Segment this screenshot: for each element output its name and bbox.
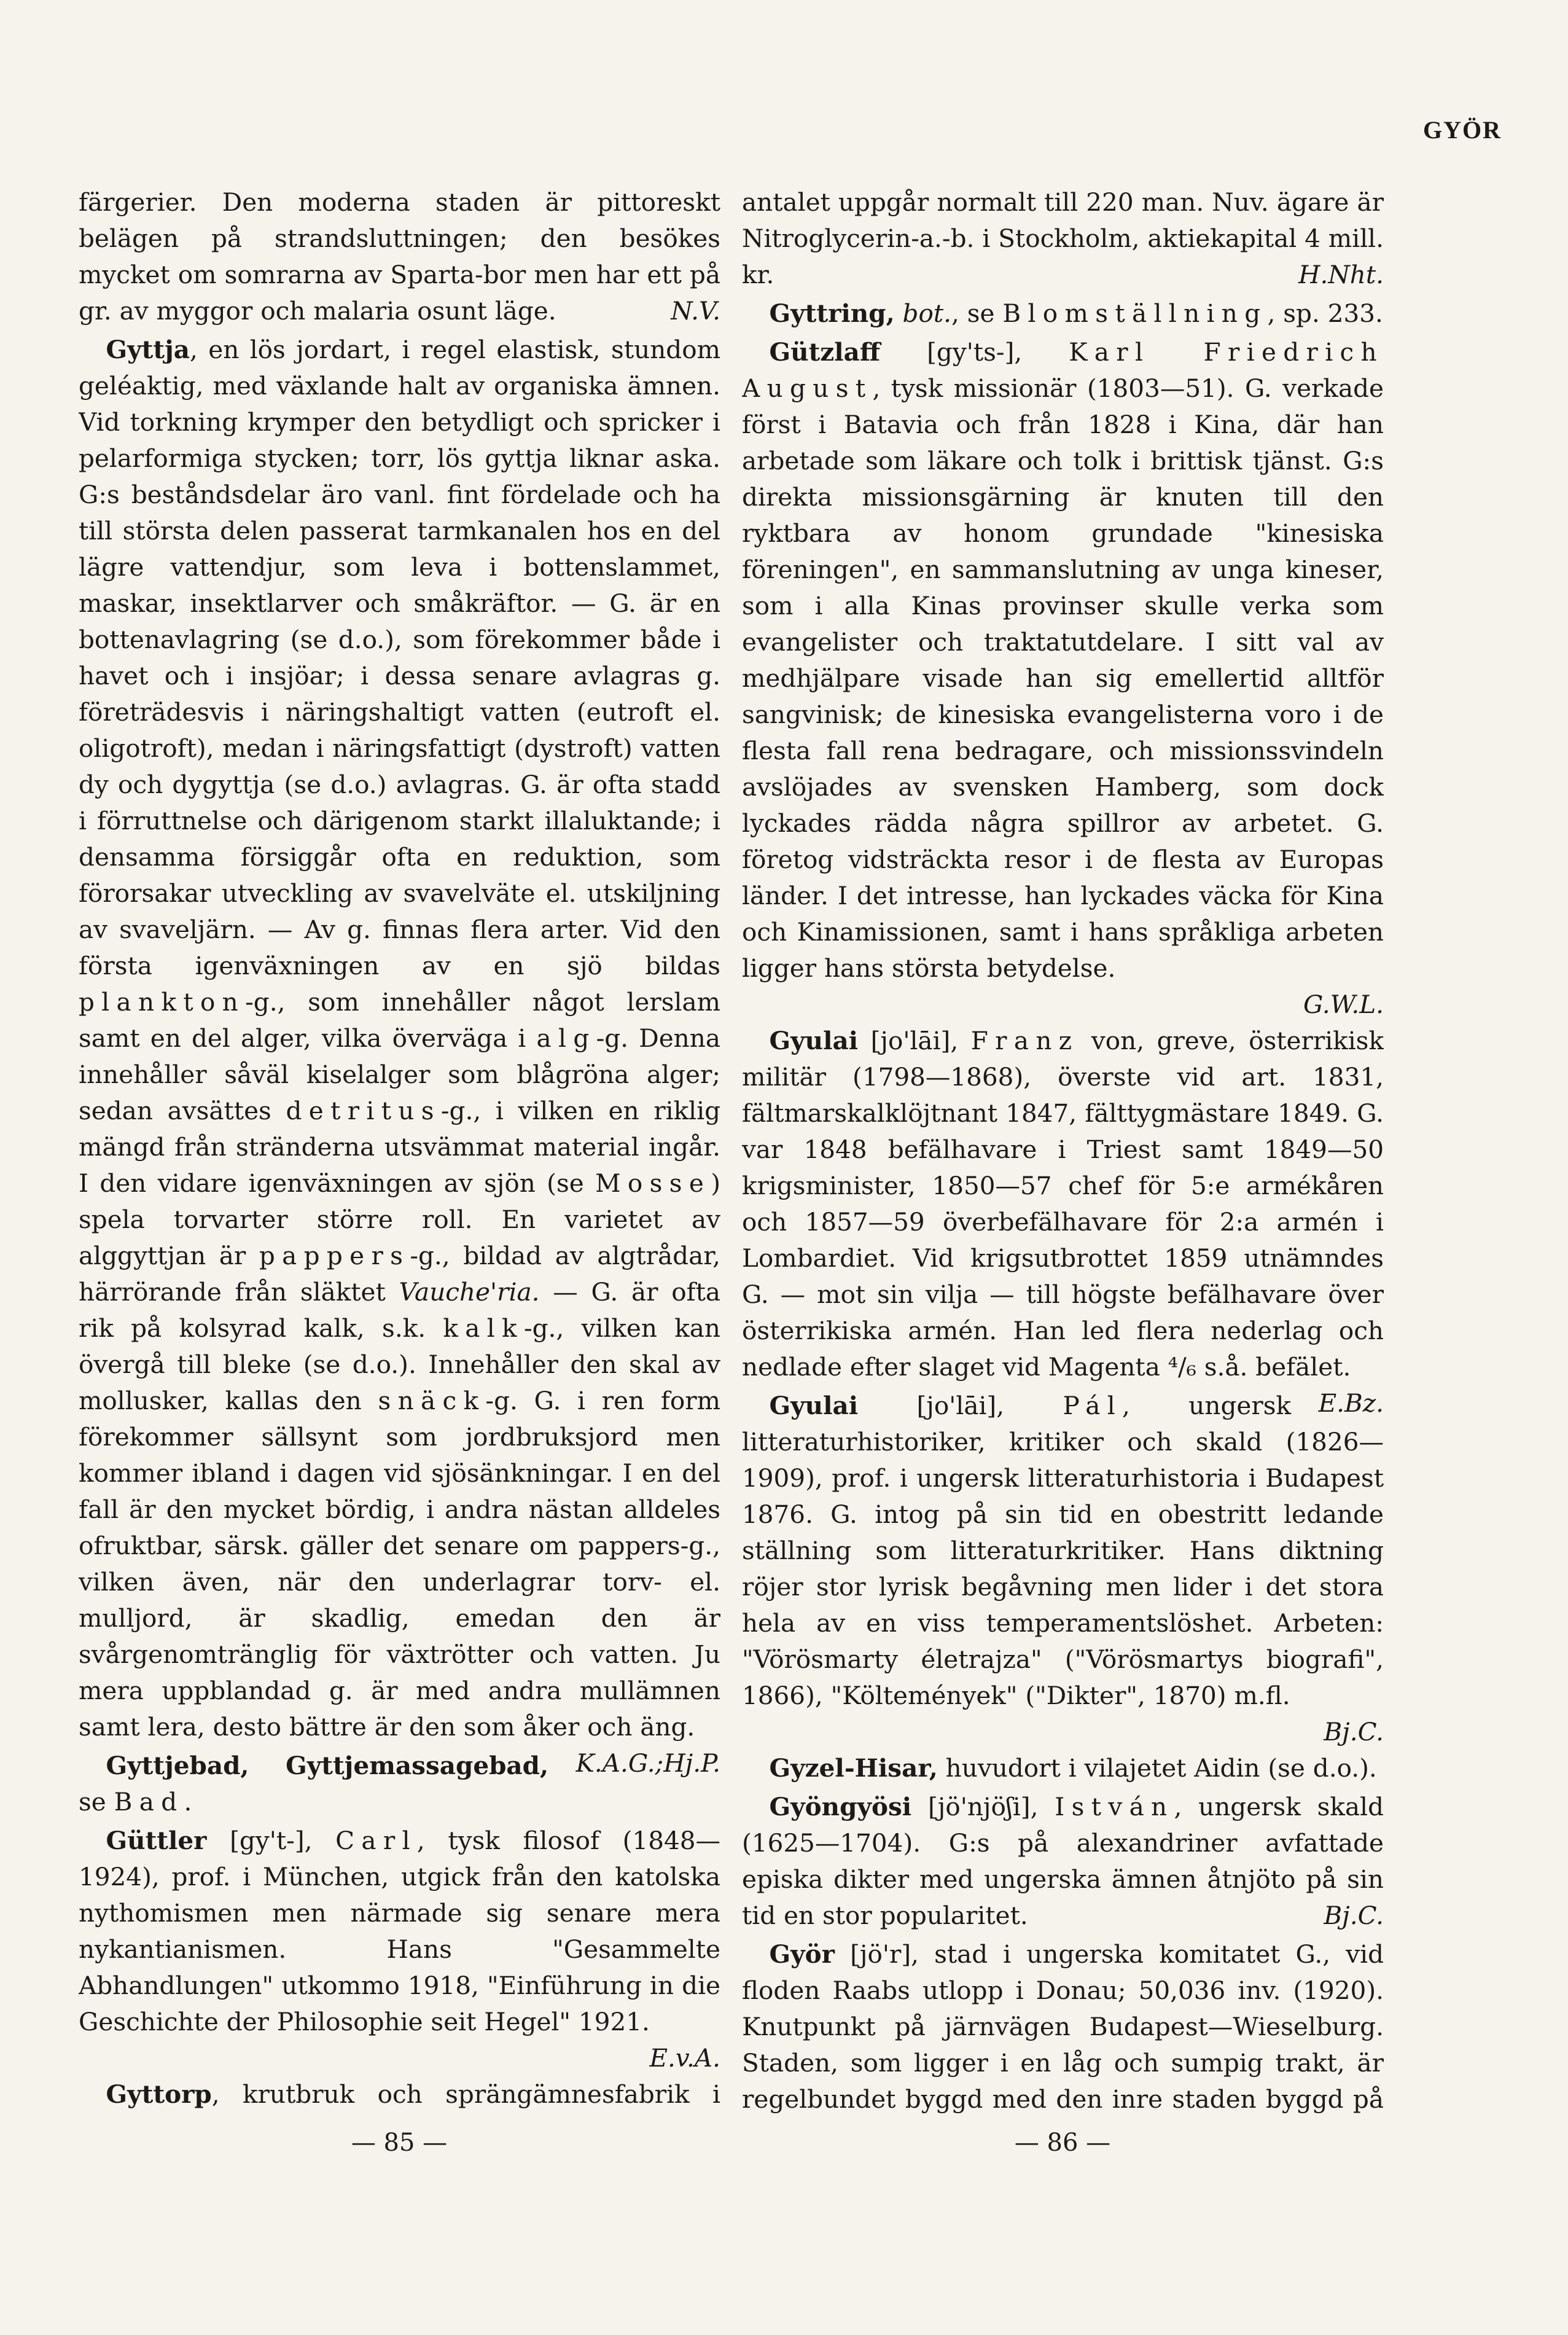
entry-continuation-right: antalet uppgår normalt till 220 man. Nuv. ägare är Nitroglycerin-a.-b. i Stockholm, aktiekapital 4 mill. kr. H.Nht. (742, 184, 1384, 293)
entry-continuation-left: färgerier. Den moderna staden är pittoreskt belägen på strandsluttningen; den besökes mycket om somrarna av Sparta-bor men har ett på gr. av myggor och malaria osunt läge. N.V. (79, 184, 720, 329)
signature: K.A.G.;Hj.P. (575, 1748, 720, 1778)
headword: Gyttring, (769, 299, 895, 328)
entry-gyzel-hisar: Gyzel-Hisar, huvudort i vilajetet Aidin (se d.o.). (769, 1753, 1377, 1783)
headword: Gyzel-Hisar, (769, 1753, 938, 1783)
right-column (742, 184, 1384, 2113)
headword: Gützlaff (769, 337, 881, 367)
entry-guttler: Güttler [gy't-], Carl, tysk filosof (1848—1924), prof. i München, utgick från den katolska nythomismen men närmade sig senare mera nykantianismen. Hans "Gesammelte Abhandlungen" utkommo 1918, "Einführung in die Geschichte der Philosophie seit Hegel" 1921. (79, 1826, 720, 2036)
headword: Gyttorp (106, 2079, 212, 2109)
entry-gyongyosi: Gyöngyösi [jö'njöʃi], István, ungersk skald (1625—1704). G:s på alexandriner avfattade episka dikter med ungerska ämnen åtnjöto på sin tid en stor popularitet. Bj.C. (742, 1789, 1384, 1934)
entry-gyulai-pal: Gyulai [jo'lāi], Pál, ungersk litteraturhistoriker, kritiker och skald (1826—1909), prof. i ungersk litteraturhistoria i Budapest 1876. G. intog på sin tid en obestritt ledande ställning som litteraturkritiker. Hans diktning röjer stor lyrisk begåvning men lider i det stora hela av en viss temperamentslöshet. Arbeten: "Vörösmarty életrajza" ("Vörösmartys biografi", 1866), "Költemények" ("Dikter", 1870) m.fl. (742, 1391, 1384, 1710)
headword: Gyttjebad, Gyttjemassagebad, (106, 1751, 549, 1780)
signature: E.v.A. (649, 2043, 720, 2073)
signature: E.Bz. (1318, 1388, 1384, 1418)
entry-gyttja: Gyttja, en lös jordart, i regel elastisk, stundom geléaktig, med växlande halt av organiska ämnen. Vid torkning krymper den betydligt och spricker i pelarformiga stycken; torr, lös gyttja liknar aska. G:s beståndsdelar äro vanl. fint fördelade och ha till största delen passerat tarmkanalen hos en del lägre vattendjur, som leva i bottenslammet, maskar, insektlarver och småkräftor. — G. är en bottenavlagring (se d.o.), som förekommer både i havet och i insjöar; i dessa senare avlagras g. företrädesvis i näringshaltigt vatten (eutroft el. oligotroft), medan i näringsfattigt (dystroft) vatten dy och dygyttja (se d.o.) avlagras. G. är ofta stadd i förruttnelse och därigenom starkt illaluktande; i densamma försiggår ofta en reduktion, som förorsakar utveckling av svavelväte el. utskiljning av svaveljärn. — Av g. finnas flera arter. Vid den första igenväxningen av en sjö bildas plankton-g., som innehåller något lerslam samt en del alger, vilka överväga i alg-g. Denna innehåller såväl kiselalger som blågröna alger; sedan avsättes detritus-g., i vilken en riklig mängd från stränderna utsvämmat material ingår. I den vidare igenväxningen av sjön (se Mosse) spela torvarter större roll. En varietet av alggyttjan är pappers-g., bildad av algtrådar, härrörande från släktet Vauche'ria. — G. är ofta rik på kolsyrad kalk, s.k. kalk-g., vilken kan övergå till bleke (se d.o.). Innehåller den skal av mollusker, kallas den snäck-g. G. i ren form förekommer sällsynt som jordbruksjord men kommer ibland i dagen vid sjösänkningar. I en del fall är den mycket bördig, i andra nästan alldeles ofruktbar, särsk. gäller det senare om pappers-g., vilken även, när den underlagrar torv- el. mulljord, är skadlig, emedan den är svårgenomtränglig för växtrötter och vatten. Ju mera uppblandad g. är med andra mullämnen samt lera, desto bättre är den som åker och äng. K.A.G.;Hj.P. (79, 332, 720, 1745)
headword: Gyöngyösi (769, 1792, 912, 1821)
headword: Gyulai (769, 1391, 859, 1420)
signature: Bj.C. (1324, 1717, 1384, 1746)
signature: G.W.L. (1303, 990, 1384, 1019)
page-number-left: — 85 — (351, 2129, 448, 2157)
entry-gutzlaff: Gützlaff [gy'ts-], Karl Friedrich August, tysk missionär (1803—51). G. verkade först i Batavia och från 1828 i Kina, där han arbetade som läkare och tolk i brittisk tjänst. G:s direkta missionsgärning är knuten till den ryktbara av honom grundade "kinesiska föreningen", en sammanslutning av unga kineser, som i alla Kinas provinser skulle verka som evangelister och traktatutdelare. I sitt val av medhjälpare visade han sig emellertid alltför sangvinisk; de kinesiska evangelisterna voro i de flesta fall rena bedragare, och missionssvindeln avslöjades av svensken Hamberg, som dock lyckades rädda några spillror av arbetet. G. företog vidsträckta resor i de flesta av Europas länder. I det intresse, han lyckades väcka för Kina och Kinamissionen, samt i hans språkliga arbeten ligger hans största betydelse. (742, 337, 1384, 983)
headword: Györ (769, 1939, 835, 1969)
headword: Gyulai (769, 1026, 859, 1055)
running-head: GYÖR (1423, 116, 1502, 144)
headword: Güttler (106, 1826, 207, 1855)
entry-gyttorp: Gyttorp, krutbruk och sprängämnesfabrik i (106, 2079, 720, 2109)
entry-gyttjebad: Gyttjebad, Gyttjemassagebad, se Bad. (79, 1751, 549, 1817)
entry-gyttring: Gyttring, bot., se Blomställning, sp. 233. (769, 299, 1383, 328)
signature: H.Nht. (1298, 260, 1384, 289)
headword: Gyttja (106, 335, 190, 364)
entry-gyor: Györ [jö'r], stad i ungerska komitatet G., vid floden Raabs utlopp i Donau; 50,036 inv. (1920). Knutpunkt på järnvägen Budapest—Wieselburg. Staden, som ligger i en låg och sumpig trakt, är regelbundet byggd med den inre staden byggd på (742, 1939, 1384, 2113)
signature: N.V. (671, 296, 720, 326)
page-number-right: — 86 — (1014, 2129, 1111, 2157)
entry-gyulai-franz: Gyulai [jo'lāi], Franz von, greve, österrikisk militär (1798—1868), överste vid art. 1831, fältmarskalklöjtnant 1847, fälttygmästare 1849. G. var 1848 befälhavare i Triest samt 1849—50 krigsminister, 1850—57 chef för 5:e armékåren och 1857—59 överbefälhavare för 2:a armén i Lombardiet. Vid krigsutbrottet 1859 utnämndes G. — mot sin vilja — till högste befälhavare över österrikiska armén. Han led flera nederlag och nedlade efter slaget vid Magenta ⁴/₆ s.å. befälet. E.Bz. (742, 1023, 1384, 1385)
left-column (79, 184, 720, 2113)
signature: Bj.C. (1324, 1901, 1384, 1930)
